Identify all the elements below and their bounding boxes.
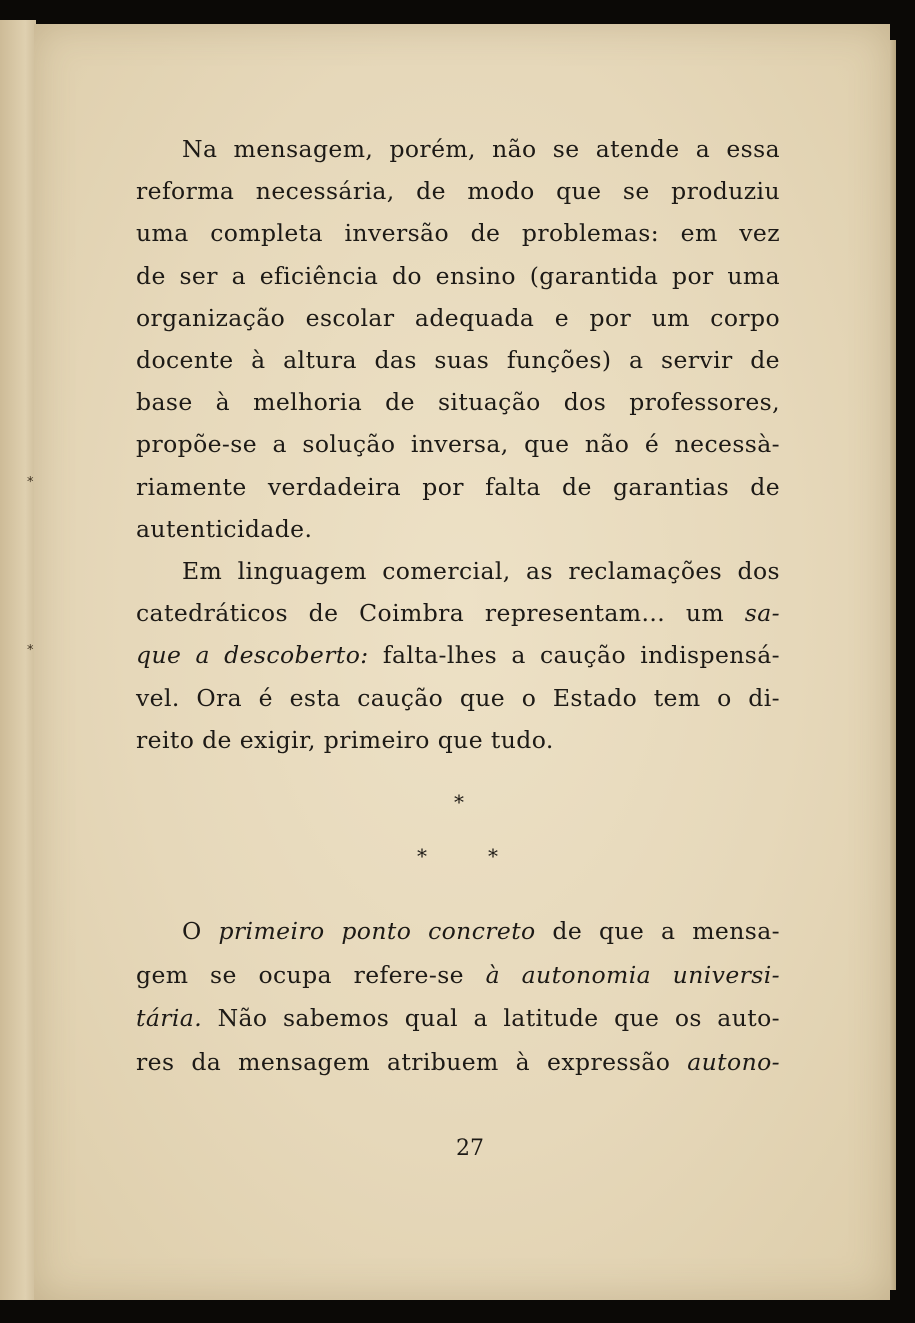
text-line: autenticidade. [136,514,313,543]
margin-mark: * [27,643,34,658]
italic-text: que a descoberto: [136,641,369,670]
paragraph-1 [136,128,780,550]
text-line: reforma necessária, de modo que se produziu [136,177,780,206]
text-line [136,910,780,954]
body-text [136,128,780,761]
text-line [136,634,780,676]
text-line: propõe-se a solução inversa, que não é necessà- [136,430,780,459]
asterisk: * [454,790,464,814]
text-line: docente à altura das suas funções) a servir de [136,346,780,375]
italic-text: tária. [136,1004,203,1032]
text-line: uma completa inversão de problemas: em vez [136,219,780,248]
text-segment: de que a mensa- [535,917,780,945]
text-line: base à melhoria de situação dos professores, [136,388,780,417]
paragraph-2 [136,550,780,761]
previous-page-edge [0,20,36,1300]
text-line: riamente verdadeira por falta de garantias de [136,472,780,501]
text-line [136,592,780,634]
text-line [136,954,780,998]
asterisk: * [488,844,498,868]
italic-text: à autonomia universi- [485,960,780,989]
italic-text: sa- [744,599,780,628]
paragraph-3 [136,910,780,1084]
text-line: de ser a eficiência do ensino (garantida por uma [136,261,780,290]
text-line [136,1041,780,1085]
text-segment: res da mensagem atribuem à expressão [136,1047,688,1076]
text-line: reito de exigir, primeiro que tudo. [136,725,554,754]
text-segment: falta-lhes a caução indispensá- [382,641,780,670]
text-line: Na mensagem, porém, não se atende a essa [182,135,780,163]
margin-mark: * [27,475,34,490]
body-text-continued [136,910,780,1084]
text-segment: catedráticos de Coimbra representam... um [136,599,745,628]
asterisk: * [417,844,427,868]
text-line: Em linguagem comercial, as reclamações dos [182,557,780,586]
text-segment: gem se ocupa refere-se [136,960,486,989]
text-segment: Não sabemos qual a latitude que os auto- [202,1004,780,1032]
italic-text: primeiro ponto concreto [218,917,536,945]
text-line: organização escolar adequada e por um corpo [136,303,780,332]
text-segment: O [182,917,219,945]
page-number: 27 [456,1136,484,1161]
italic-text: autono- [687,1047,780,1076]
text-line: vel. Ora é esta caução que o Estado tem o di- [136,683,780,712]
text-line [136,997,780,1041]
